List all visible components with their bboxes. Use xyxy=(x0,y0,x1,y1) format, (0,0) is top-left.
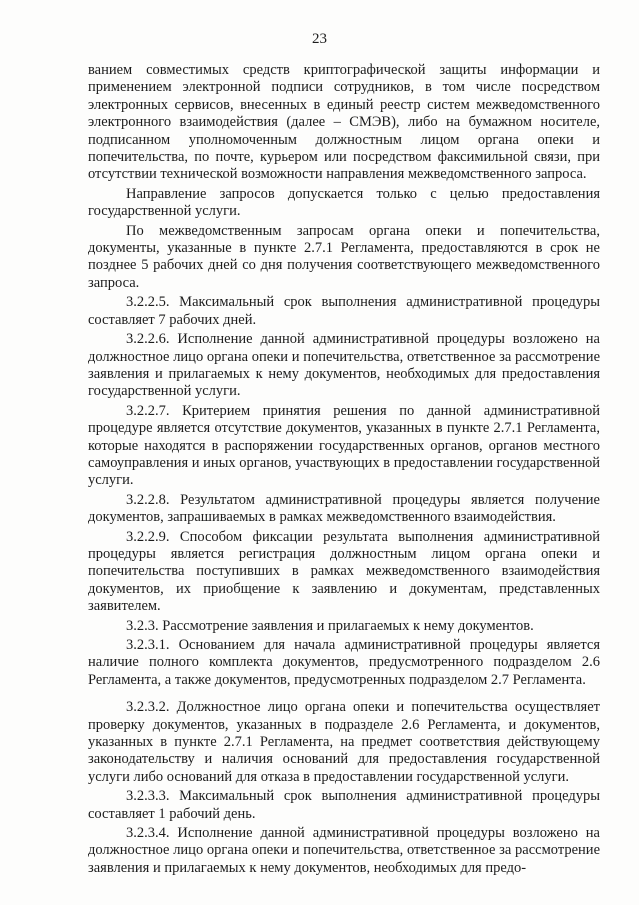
paragraph-request-purpose: Направление запросов допускается только с целью предоставления государственной услуги. xyxy=(88,185,600,220)
paragraph-3-2-2-6: 3.2.2.6. Исполнение данной административной процедуры возложено на должностное лицо органа опеки и попечительства, ответственное за рассмотрение заявления и прилагаемых к нему документов, необходимых для предоставления государственной услуги. xyxy=(88,331,600,400)
paragraph-3-2-2-8: 3.2.2.8. Результатом административной процедуры является получение документов, запрашиваемых в рамках межведомственного взаимодействия. xyxy=(88,491,600,526)
section-heading-3-2-3: 3.2.3. Рассмотрение заявления и прилагаемых к нему документов. xyxy=(126,617,534,634)
paragraph-3-2-2-9: 3.2.2.9. Способом фиксации результата выполнения административной процедуры является регистрация должностным лицом органа опеки и попечительства поступивших в рамках межведомственного взаимодействия документов, их приобщение к заявлению и документам, представленных заявителем. xyxy=(88,528,600,615)
paragraph-3-2-3-4: 3.2.3.4. Исполнение данной административной процедуры возложено на должностное лицо органа опеки и попечительства, ответственное за рассмотрение заявления и прилагаемых к нему документов, необходимых для предо- xyxy=(88,825,600,876)
paragraph-3-2-2-7: 3.2.2.7. Критерием принятия решения по данной административной процедуре является отсутствие документов, указанных в пункте 2.7.1 Регламента, которые находятся в распоряжении государственных органов, органов местного самоуправления и иных органов, участвующих в предоставлении государственной услуги. xyxy=(88,402,600,489)
document-body xyxy=(88,62,600,879)
paragraph-3-2-3-1: 3.2.3.1. Основанием для начала административной процедуры является наличие полного комплекта документов, предусмотренного подразделом 2.6 Регламента, а также документов, предусмотренных подразделом 2.7 Регламента. xyxy=(88,637,600,688)
paragraph-continuation: ванием совместимых средств криптографической защиты информации и применением электронной подписи сотрудников, в том числе посредством электронных сервисов, внесенных в единый реестр систем межведомственного электронного взаимодействия (далее – СМЭВ), либо на бумажном носителе, подписанном уполномоченным должностным лицом органа опеки и попечительства, по почте, курьером или посредством факсимильной связи, при отсутствии технической возможности направления межведомственного запроса. xyxy=(88,62,600,183)
paragraph-request-deadline: По межведомственным запросам органа опеки и попечительства, документы, указанные в пункте 2.7.1 Регламента, предоставляются в срок не позднее 5 рабочих дней со дня получения соответствующего межведомственного запроса. xyxy=(88,222,600,291)
paragraph-3-2-2-5: 3.2.2.5. Максимальный срок выполнения административной процедуры составляет 7 рабочих дней. xyxy=(88,294,600,328)
page-number: 23 xyxy=(312,31,327,47)
paragraph-3-2-3-2: 3.2.3.2. Должностное лицо органа опеки и попечительства осуществляет проверку документов, указанных в подразделе 2.6 Регламента, и документов, указанных в пункте 2.7.1 Регламента, на предмет соответствия действующему законодательству и наличия оснований для предоставления государственной услуги либо оснований для отказа в предоставлении государственной услуги. xyxy=(88,699,600,785)
paragraph-3-2-3-3: 3.2.3.3. Максимальный срок выполнения административной процедуры составляет 1 рабочий день. xyxy=(88,788,600,822)
